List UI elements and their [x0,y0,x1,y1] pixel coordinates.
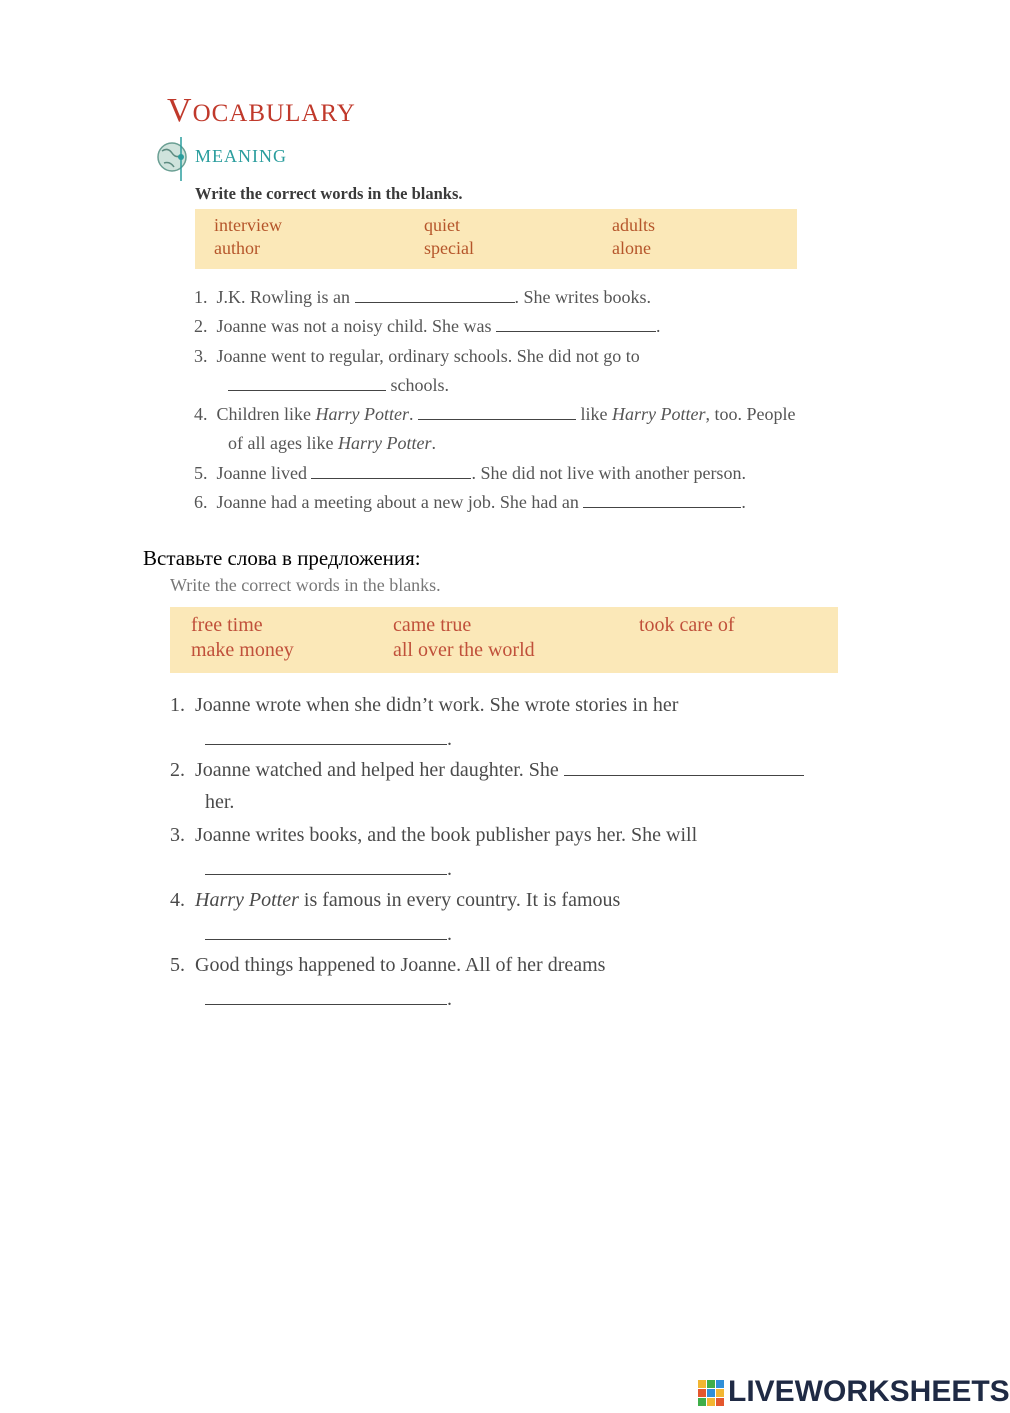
word-box-2 [170,607,838,673]
word: alone [612,238,651,258]
answer-blank[interactable] [228,376,386,391]
word: free time [191,614,263,636]
answer-blank[interactable] [311,464,471,479]
answer-blank[interactable] [564,761,804,776]
word: author [214,238,260,258]
answer-blank[interactable] [205,730,447,745]
answer-blank[interactable] [205,860,447,875]
word: came true [393,614,472,636]
list-item: 3. Joanne went to regular, ordinary schools. She did not go to [194,346,640,366]
cropped-instruction: Write the correct words in the blanks. [170,575,441,595]
list-item-continued: schools. [228,375,449,396]
list-item-continued: . [205,858,452,881]
page-title: VOCABULARY [167,92,356,129]
russian-instruction: Вставьте слова в предложения: [143,546,421,570]
list-item: 1. Joanne wrote when she didn’t work. She wrote stories in her [170,694,679,716]
list-item-continued: . [205,988,452,1011]
globe-icon [154,137,188,181]
liveworksheets-logo-icon [698,1380,726,1406]
word: special [424,238,474,258]
word: adults [612,215,655,235]
word: took care of [639,614,735,636]
footer-logo[interactable]: LIVEWORKSHEETS [728,1375,1010,1408]
list-item: 6. Joanne had a meeting about a new job. She had an . [194,492,746,512]
list-item-continued: her. [205,791,235,813]
word-box [195,209,797,269]
list-item: 5. Joanne lived . She did not live with another person. [194,463,746,483]
list-item: 2. Joanne watched and helped her daughter. She [170,759,804,782]
instruction: Write the correct words in the blanks. [195,184,463,203]
word: make money [191,639,294,661]
word: interview [214,215,282,235]
word: all over the world [393,639,535,661]
answer-blank[interactable] [205,925,447,940]
word: quiet [424,215,460,235]
answer-blank[interactable] [418,405,576,420]
answer-blank[interactable] [355,288,515,303]
list-item: 4. Harry Potter is famous in every country. It is famous [170,889,621,911]
list-item-continued: of all ages like Harry Potter. [228,433,436,453]
list-item: 5. Good things happened to Joanne. All of her dreams [170,954,606,976]
list-item: 3. Joanne writes books, and the book publisher pays her. She will [170,824,698,846]
list-item: 2. Joanne was not a noisy child. She was . [194,316,661,336]
list-item: 1. J.K. Rowling is an . She writes books. [194,287,652,307]
list-item: 4. Children like Harry Potter. like Harry Potter, too. People [194,404,796,424]
answer-blank[interactable] [496,317,656,332]
list-item-continued: . [205,923,452,946]
answer-blank[interactable] [583,493,741,508]
list-item-continued: . [205,728,452,751]
section-title: MEANING [195,146,287,166]
answer-blank[interactable] [205,990,447,1005]
